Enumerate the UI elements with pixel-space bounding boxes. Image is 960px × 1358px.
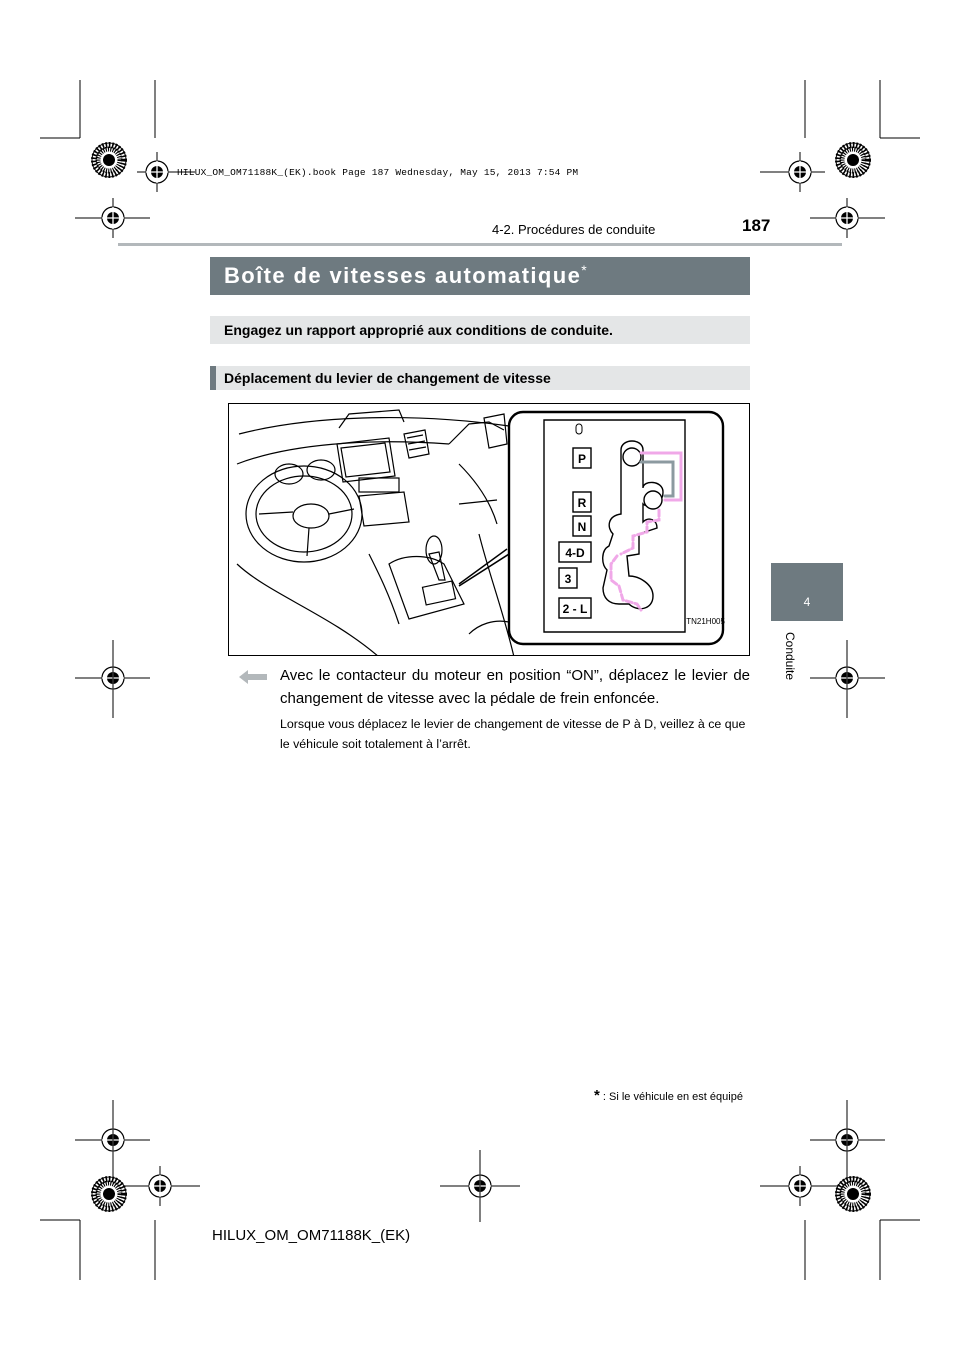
page-title: Boîte de vitesses automatique bbox=[224, 263, 582, 288]
arrow-r-to-d bbox=[621, 510, 659, 554]
arrow-r-return bbox=[641, 462, 673, 496]
gear-shift-figure bbox=[228, 403, 750, 656]
subheading-bar bbox=[210, 366, 750, 390]
gate-label-4d: 4-D bbox=[565, 546, 585, 560]
arrow-d-to-l bbox=[611, 556, 641, 610]
figure-code: ITN21H005 bbox=[684, 617, 725, 626]
title-marker: * bbox=[581, 262, 587, 278]
instruction-text: Avec le contacteur du moteur en position “ON”, déplacez le levier de changement de vitesse avec la pédale de frein enfoncée. bbox=[280, 667, 750, 707]
document-id: HILUX_OM_OM71188K_(EK) bbox=[212, 1227, 411, 1244]
gate-label-n: N bbox=[577, 520, 587, 534]
chapter-tab[interactable] bbox=[771, 563, 843, 621]
chapter-label-wrap bbox=[770, 628, 810, 684]
instruction-note: Lorsque vous déplacez le levier de changement de vitesse de P à D, veillez à ce que le véhicule soit totalement à l’arrêt. bbox=[280, 717, 746, 751]
gate-label-r: R bbox=[577, 496, 587, 510]
arrow-bullet-icon bbox=[238, 668, 268, 686]
gate-label-p: P bbox=[577, 452, 587, 466]
gate-label-2l: 2 - L bbox=[562, 602, 588, 616]
shift-arrows bbox=[611, 453, 681, 610]
chapter-label: Conduite bbox=[783, 631, 797, 681]
intro-bar bbox=[210, 316, 750, 344]
header-rule bbox=[118, 243, 842, 246]
gate-position-r bbox=[644, 491, 662, 509]
footnote-text: : Si le véhicule en est équipé bbox=[602, 1091, 743, 1103]
gate-diagram bbox=[229, 404, 750, 656]
print-info: HILUX_OM_OM71188K_(EK).book Page 187 Wednesday, May 15, 2013 7:54 PM bbox=[177, 167, 579, 178]
intro-text: Engagez un rapport approprié aux conditions de conduite. bbox=[224, 322, 613, 338]
chapter-number: 4 bbox=[803, 595, 811, 609]
subheading-text: Déplacement du levier de changement de vitesse bbox=[224, 370, 551, 386]
footnote bbox=[594, 1087, 743, 1104]
footnote-marker: * bbox=[594, 1087, 600, 1104]
title-bar bbox=[210, 257, 750, 295]
gate-position-p bbox=[623, 448, 641, 466]
gate-label-3: 3 bbox=[564, 572, 572, 586]
page-number: 187 bbox=[742, 216, 771, 235]
section-heading: 4-2. Procédures de conduite bbox=[492, 222, 656, 237]
